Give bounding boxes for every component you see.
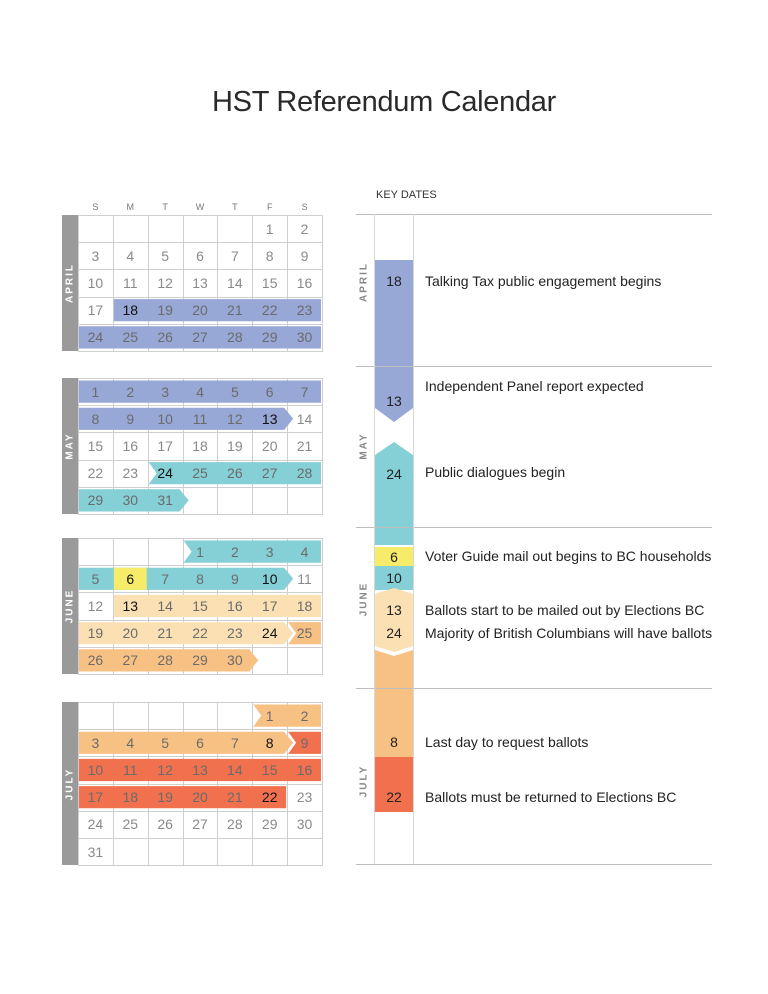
day-of-week-label: S: [92, 202, 99, 212]
calendar-date: 5: [230, 383, 239, 400]
calendar-date: 19: [157, 302, 173, 319]
calendar-date: 29: [87, 492, 104, 509]
calendar-date: 3: [265, 543, 274, 560]
calendar-date: 10: [87, 274, 104, 291]
calendar-date: 28: [227, 329, 243, 346]
calendar-date: 4: [126, 247, 135, 264]
month-label-text: JULY: [64, 767, 76, 800]
calendar-date: 22: [87, 465, 104, 482]
calendar-date: 15: [192, 597, 208, 614]
key-date-event: Ballots start to be mailed out by Elections BC: [425, 602, 705, 618]
calendar-date: 16: [296, 274, 313, 291]
timeline-month-label-text: JULY: [358, 764, 370, 798]
calendar-date: 23: [296, 302, 313, 319]
key-date-number: 22: [386, 789, 402, 805]
calendar-date: 3: [161, 383, 170, 400]
calendar-date: 30: [296, 816, 313, 833]
calendar-date: 3: [91, 734, 100, 751]
key-date-number: 6: [390, 549, 398, 565]
timeline-segment: [375, 588, 413, 652]
calendar-date: 31: [87, 843, 104, 860]
calendar-date: 14: [296, 410, 313, 427]
calendar-date: 23: [227, 625, 243, 642]
calendar-date: 22: [261, 789, 278, 806]
calendar-date: 18: [296, 597, 313, 614]
calendar-date: 3: [91, 247, 100, 264]
day-of-week-label: T: [162, 202, 168, 212]
key-date-event: Last day to request ballots: [425, 734, 589, 750]
calendar-date: 11: [122, 274, 138, 291]
calendar-date: 17: [87, 302, 104, 319]
calendar-date: 28: [157, 652, 173, 669]
calendar-date: 20: [192, 789, 208, 806]
calendar-date: 14: [157, 597, 173, 614]
calendar-date: 29: [192, 652, 208, 669]
calendar-date: 20: [192, 302, 208, 319]
calendar-date: 1: [196, 543, 204, 560]
calendar-date: 5: [161, 734, 170, 751]
calendar-date: 17: [261, 597, 278, 614]
calendar-date: 19: [87, 625, 104, 642]
calendar-date: 7: [230, 247, 239, 264]
calendar-date: 16: [296, 761, 313, 778]
page-title: HST Referendum Calendar: [212, 86, 556, 118]
calendar-date: 13: [192, 274, 208, 291]
calendar-date: 10: [157, 410, 173, 427]
calendar-date: 4: [196, 383, 204, 400]
timeline-column-line: [413, 214, 414, 864]
timeline-divider: [356, 366, 712, 367]
calendar-date: 2: [300, 707, 309, 724]
calendar-date: 9: [126, 410, 135, 427]
calendar-date: 5: [161, 247, 170, 264]
timeline-month-label-text: APRIL: [358, 262, 370, 302]
calendar-date: 26: [157, 816, 173, 833]
calendar-date: 9: [300, 734, 309, 751]
calendar-date: 21: [227, 789, 243, 806]
calendar-date: 24: [87, 816, 104, 833]
calendar-date: 6: [126, 570, 135, 587]
calendar-date: 2: [230, 543, 239, 560]
calendar-date: 28: [296, 465, 313, 482]
calendar-date: 14: [227, 761, 243, 778]
calendar-date: 8: [265, 247, 274, 264]
key-date-event: Ballots must be returned to Elections BC: [425, 789, 677, 805]
timeline-month-label: [356, 258, 372, 306]
calendar-date: 20: [261, 437, 278, 454]
day-of-week-label: S: [301, 202, 308, 212]
calendar-date: 6: [196, 247, 204, 264]
calendar-date: 11: [192, 410, 208, 427]
key-date-number: 13: [386, 602, 402, 618]
key-date-number: 10: [386, 570, 402, 586]
timeline-segment: [375, 442, 413, 545]
timeline-divider: [356, 214, 712, 215]
timeline-divider: [356, 688, 712, 689]
calendar-date: 24: [261, 625, 278, 642]
calendar-date: 21: [296, 437, 313, 454]
key-date-number: 13: [386, 393, 402, 409]
timeline-month-label: [356, 750, 372, 812]
calendar-date: 10: [87, 761, 104, 778]
calendar-date: 2: [300, 220, 309, 237]
day-of-week-label: W: [195, 202, 205, 212]
calendar-date: 5: [91, 570, 100, 587]
calendar-date: 16: [227, 597, 243, 614]
calendar-date: 29: [261, 329, 278, 346]
key-dates-heading: KEY DATES: [376, 189, 437, 201]
month-label-text: JUNE: [64, 588, 76, 624]
calendar-date: 21: [227, 302, 243, 319]
calendar-date: 12: [87, 597, 104, 614]
calendar-date: 14: [227, 274, 243, 291]
calendar-date: 26: [157, 329, 173, 346]
calendar-date: 1: [265, 220, 274, 237]
calendar-date: 27: [122, 652, 139, 669]
key-date-event: Public dialogues begin: [425, 464, 566, 480]
timeline-month-label: [356, 418, 372, 473]
calendar-date: 25: [192, 465, 208, 482]
calendar-date: 25: [122, 329, 139, 346]
key-date-number: 8: [390, 734, 398, 750]
calendar-date: 13: [261, 410, 278, 427]
calendar-date: 13: [192, 761, 208, 778]
calendar-date: 1: [265, 707, 274, 724]
calendar-date: 6: [196, 734, 204, 751]
day-of-week-label: M: [126, 202, 135, 212]
calendar-date: 12: [157, 274, 173, 291]
calendar-date: 12: [157, 761, 173, 778]
calendar-date: 25: [122, 816, 139, 833]
calendar-date: 18: [122, 789, 139, 806]
calendar-date: 4: [300, 543, 309, 560]
key-date-event: Talking Tax public engagement begins: [425, 273, 662, 289]
timeline-divider: [356, 527, 712, 528]
calendar-date: 19: [227, 437, 243, 454]
calendar-date: 26: [227, 465, 243, 482]
calendar-date: 1: [91, 383, 100, 400]
key-date-event: Majority of British Columbians will have ballots: [425, 625, 713, 641]
key-date-number: 24: [386, 466, 402, 482]
calendar-date: 7: [300, 383, 309, 400]
calendar-date: 28: [227, 816, 243, 833]
key-date-number: 24: [386, 625, 402, 641]
calendar-date: 24: [157, 465, 173, 482]
calendar-date: 7: [161, 570, 170, 587]
timeline-divider: [356, 864, 712, 865]
calendar-date: 6: [265, 383, 274, 400]
calendar-date: 27: [192, 816, 208, 833]
calendar-date: 18: [192, 437, 208, 454]
calendar-date: 4: [126, 734, 135, 751]
calendar-date: 17: [157, 437, 173, 454]
calendar-date: 17: [87, 789, 104, 806]
calendar-date: 15: [261, 274, 278, 291]
timeline-column-line: [374, 214, 375, 864]
calendar-date: 27: [261, 465, 278, 482]
timeline-month-label-text: MAY: [358, 431, 370, 460]
calendar-date: 30: [296, 329, 313, 346]
calendar-date: 29: [261, 816, 278, 833]
calendar-date: 21: [157, 625, 173, 642]
calendar-date: 11: [297, 570, 312, 587]
month-label-text: APRIL: [64, 263, 76, 303]
calendar-date: 22: [192, 625, 208, 642]
calendar-date: 2: [126, 383, 135, 400]
calendar-date: 8: [196, 570, 204, 587]
day-of-week-label: F: [266, 202, 273, 212]
calendar-date: 7: [230, 734, 239, 751]
calendar-date: 9: [300, 247, 309, 264]
calendar-date: 19: [157, 789, 173, 806]
calendar-date: 18: [122, 302, 139, 319]
calendar-date: 30: [227, 652, 243, 669]
calendar-date: 12: [227, 410, 243, 427]
timeline-month-label: [356, 570, 372, 628]
calendar-date: 25: [296, 625, 313, 642]
calendar-date: 8: [91, 410, 100, 427]
calendar-date: 30: [122, 492, 139, 509]
calendar-date: 24: [87, 329, 104, 346]
calendar-date: 23: [296, 789, 313, 806]
calendar-date: 15: [261, 761, 278, 778]
calendar-date: 8: [265, 734, 274, 751]
calendar-date: 22: [261, 302, 278, 319]
key-date-event: Voter Guide mail out begins to BC households: [425, 548, 712, 564]
calendar-date: 13: [122, 597, 139, 614]
key-date-event: Independent Panel report expected: [425, 378, 644, 394]
calendar-date: 16: [122, 437, 139, 454]
calendar-date: 15: [87, 437, 104, 454]
calendar-date: 26: [87, 652, 104, 669]
month-label-text: MAY: [64, 432, 76, 460]
calendar-date: 11: [122, 761, 138, 778]
calendar-date: 27: [192, 329, 208, 346]
calendar-date: 10: [261, 570, 278, 587]
calendar-date: 20: [122, 625, 139, 642]
calendar-date: 9: [230, 570, 239, 587]
calendar-date: 23: [122, 465, 139, 482]
timeline-month-label-text: JUNE: [358, 581, 370, 617]
key-date-number: 18: [386, 273, 402, 289]
day-of-week-label: T: [232, 202, 238, 212]
calendar-date: 31: [157, 492, 173, 509]
